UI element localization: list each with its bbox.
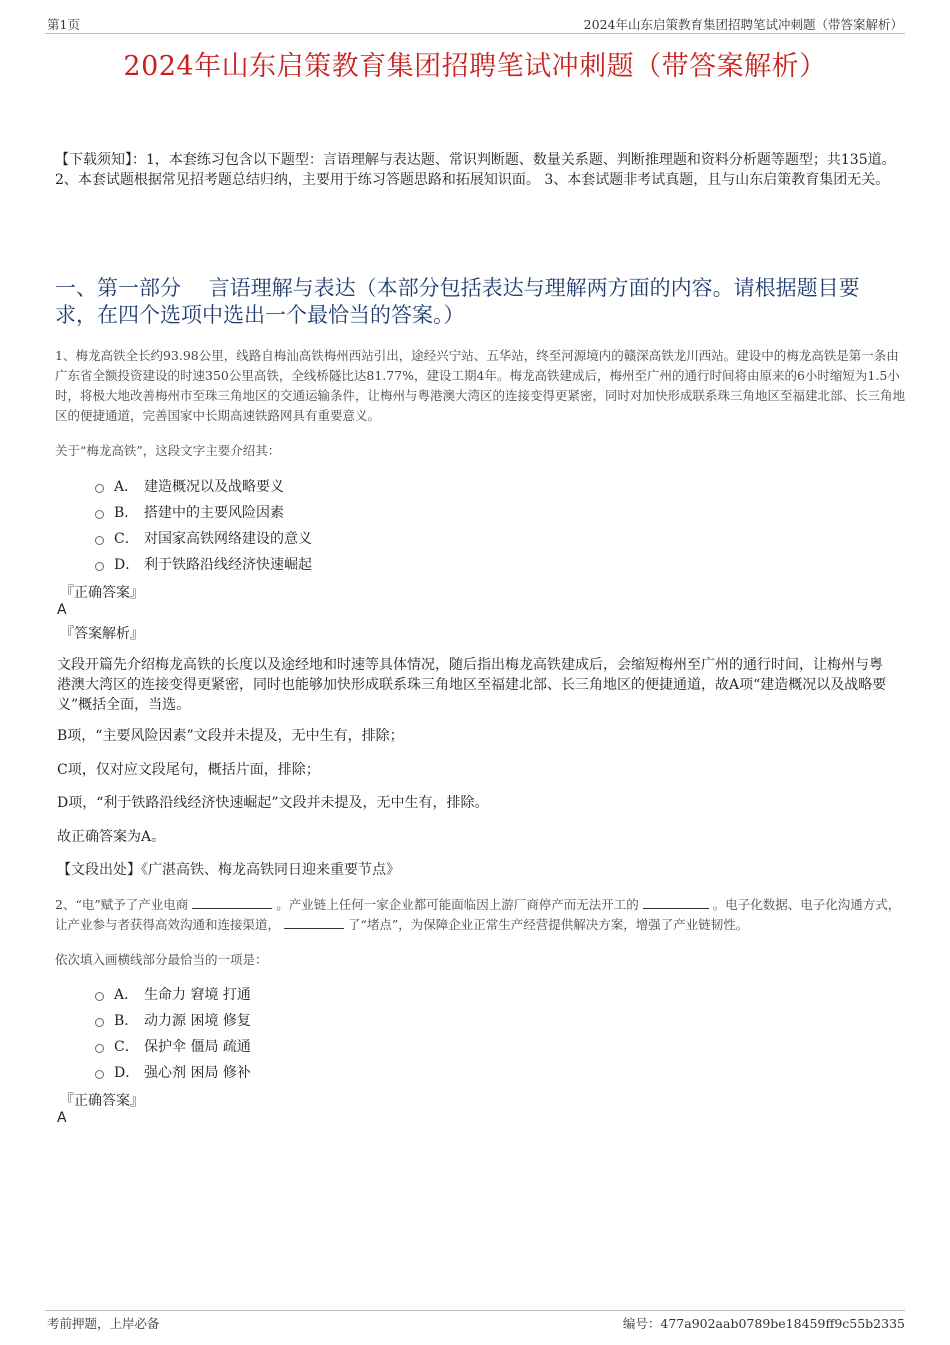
fill-blank-1 [192, 897, 272, 909]
q1-analysis-conclusion: 故正确答案为A。 [57, 829, 166, 845]
q1-answer: A [57, 602, 67, 618]
q2-option-c[interactable]: C． 保护伞 僵局 疏通 [95, 1036, 251, 1056]
radio-icon[interactable] [95, 1044, 104, 1053]
q1-option-a[interactable]: A． 建造概况以及战略要义 [95, 476, 284, 496]
q1-analysis-para: 文段开篇先介绍梅龙高铁的长度以及途经地和时速等具体情况，随后指出梅龙高铁建成后，会缩短梅州至广州的通行时间，让梅州与粤港澳大湾区的连接变得更紧密，同时也能够加快形成联系珠三角地区至福建北部、长三角地区的便捷通道，故A项“建造概况以及战略要义”概括全面，当选。 [57, 657, 887, 713]
q1-source: 【文段出处】《广湛高铁、梅龙高铁同日迎来重要节点》 [57, 862, 400, 878]
radio-icon[interactable] [95, 1018, 104, 1027]
fill-blank-2 [643, 897, 709, 909]
section-title: 一、第一部分 言语理解与表达（本部分包括表达与理解两方面的内容。请根据题目要求，在四个选项中选出一个最恰当的答案。） [55, 276, 860, 327]
q1-answer-label: 『正确答案』 [60, 585, 144, 601]
q2-option-d[interactable]: D． 强心剂 困局 修补 [95, 1062, 251, 1082]
q1-analysis-label: 『答案解析』 [60, 626, 144, 642]
q2-option-b[interactable]: B． 动力源 困境 修复 [95, 1010, 251, 1030]
radio-icon[interactable] [95, 484, 104, 493]
q2-stem: 依次填入画横线部分最恰当的一项是： [55, 952, 268, 967]
radio-icon[interactable] [95, 536, 104, 545]
document-title: 2024年山东启策教育集团招聘笔试冲刺题（带答案解析） [123, 51, 827, 82]
q1-analysis-c: C项，仅对应文段尾句，概括片面，排除； [57, 762, 320, 778]
q1-analysis-b: B项，“主要风险因素”文段并未提及，无中生有，排除； [57, 728, 404, 744]
radio-icon[interactable] [95, 1070, 104, 1079]
radio-icon[interactable] [95, 562, 104, 571]
footer-divider [45, 1310, 905, 1311]
q2-option-a[interactable]: A． 生命力 窘境 打通 [95, 984, 251, 1004]
header-divider [45, 33, 905, 34]
q1-option-b[interactable]: B． 搭建中的主要风险因素 [95, 502, 284, 522]
radio-icon[interactable] [95, 992, 104, 1001]
q1-analysis-d: D项，“利于铁路沿线经济快速崛起”文段并未提及，无中生有，排除。 [57, 795, 489, 811]
radio-icon[interactable] [95, 510, 104, 519]
download-notice: 【下载须知】：1，本套练习包含以下题型：言语理解与表达题、常识判断题、数量关系题、判断推理题和资料分析题等题型；共135道。 2、本套试题根据常见招考题总结归纳，主要用于练习答题思路和拓展知识面。 3、本套试题非考试真题，且与山东启策教育集团无关。 [55, 152, 896, 188]
page-number: 第1页 [47, 17, 80, 32]
q1-option-c[interactable]: C． 对国家高铁网络建设的意义 [95, 528, 312, 548]
fill-blank-3 [284, 917, 344, 929]
q1-passage: 1、梅龙高铁全长约93.98公里，线路自梅汕高铁梅州西站引出，途经兴宁站、五华站，终至河源境内的赣深高铁龙川西站。建设中的梅龙高铁是第一条由广东省全额投资建设的时速350公里高铁，全线桥隧比达81.77%，建设工期4年。梅龙高铁建成后，梅州至广州的通行时间将由原来的6小时缩短为1.5小时，将极大地改善梅州市至珠三角地区的交通运输条件，让梅州与粤港澳大湾区的连接变得更紧密，同时对加快形成联系珠三角地区至福建北部、长三角地区的便捷通道，完善国家中长期高速铁路网具有重要意义。 [55, 348, 906, 423]
footer-slogan: 考前押题，上岸必备 [47, 1316, 160, 1331]
footer-doc-id: 编号：477a902aab0789be18459ff9c55b2335 [622, 1316, 905, 1331]
q1-stem: 关于“梅龙高铁”，这段文字主要介绍其： [55, 443, 281, 458]
q1-option-d[interactable]: D． 利于铁路沿线经济快速崛起 [95, 554, 312, 574]
q2-answer: A [57, 1110, 67, 1126]
q2-passage: 2、“电”赋予了产业电商 。产业链上任何一家企业都可能面临因上游厂商停产而无法开工的 。电子化数据、电子化沟通方式，让产业参与者获得高效沟通和连接渠道， 了“堵点”，为保障企业正常生产经营提供解决方案，增强了产业链韧性。 [55, 897, 901, 932]
header-doc-title: 2024年山东启策教育集团招聘笔试冲刺题（带答案解析） [583, 17, 903, 32]
q2-answer-label: 『正确答案』 [60, 1093, 144, 1109]
